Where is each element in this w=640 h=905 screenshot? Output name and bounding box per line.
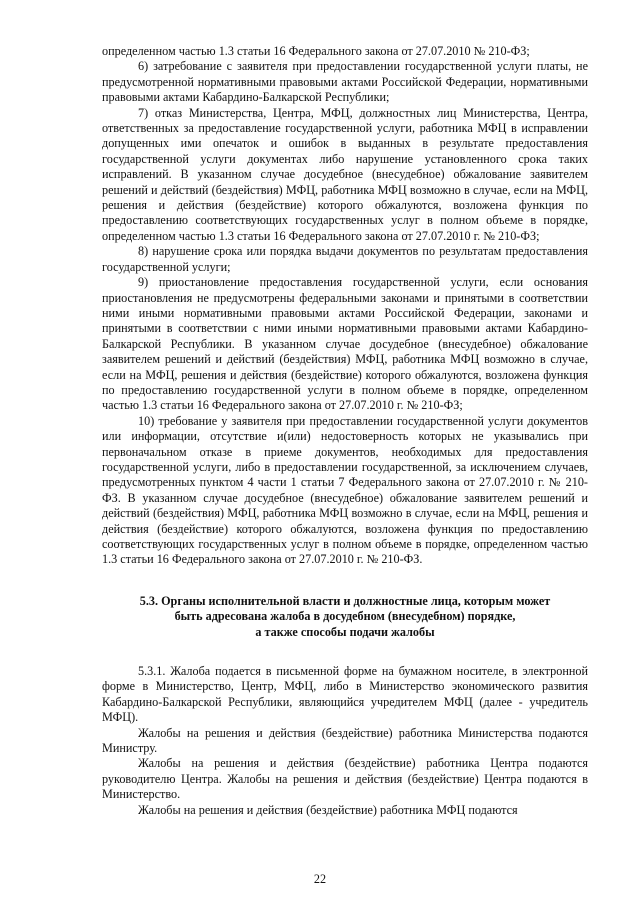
- section-heading-line: 5.3. Органы исполнительной власти и должностные лица, которым может: [139, 593, 551, 608]
- section-heading-line: быть адресована жалоба в досудебном (внесудебном) порядке,: [174, 609, 516, 624]
- document-body: [102, 44, 588, 818]
- paragraph: Жалобы на решения и действия (бездействие) работника Министерства подаются Министру.: [102, 725, 588, 756]
- paragraph: 9) приостановление предоставления государственной услуги, если основания приостановления не предусмотрены федеральными законами и принятыми в соответствии ними иными нормативными правовыми актами Российской Федерации, законами и принятыми в соответствии с ними иными нормативными правовыми актами Кабардино-Балкарской Республики. В указанном случае досудебное (внесудебное) обжалование заявителем решений и действий (бездействия) МФЦ, работника МФЦ возможно в случае, если на МФЦ, решения и действия (бездействие) которого обжалуются, возложена функция по предоставлению государственной услуги в полном объеме в порядке, определенном частью 1.3 статьи 16 Федерального закона от 27.07.2010 г. № 210-ФЗ;: [102, 275, 588, 413]
- paragraph: определенном частью 1.3 статьи 16 Федерального закона от 27.07.2010 № 210-ФЗ;: [102, 44, 530, 58]
- paragraph: Жалобы на решения и действия (бездействие) работника Центра подаются руководителю Центра. Жалобы на решения и действия (бездействие) Центра подаются в Министерство.: [102, 756, 588, 802]
- paragraph: Жалобы на решения и действия (бездействие) работника МФЦ подаются: [138, 802, 518, 817]
- page-number: 22: [313, 872, 327, 886]
- section-heading: [102, 594, 588, 640]
- paragraph: 6) затребование с заявителя при предоставлении государственной услуги платы, не предусмотренной нормативными правовыми актами Российской Федерации, нормативными правовыми актами Кабардино-Балкарской Республики;: [102, 59, 588, 105]
- paragraph: 8) нарушение срока или порядка выдачи документов по результатам предоставления государственной услуги;: [102, 244, 588, 274]
- paragraph: 7) отказ Министерства, Центра, МФЦ, должностных лиц Министерства, Центра, ответственных за предоставление государственной услуги, работника МФЦ в исправлении допущенных ими опечаток и ошибок в выданных в результате предоставления государственной услуги документах либо нарушение установленного срока таких исправлений. В указанном случае досудебное (внесудебное) обжалование заявителем решений и действий (бездействия) МФЦ, работника МФЦ возможно в случае, если на МФЦ, решения и действия (бездействие) которого обжалуются, возложена функция по предоставлению соответствующих государственных услуг в полном объеме в порядке, определенном частью 1.3 статьи 16 Федерального закона от 27.07.2010 г. № 210-ФЗ;: [102, 105, 588, 243]
- paragraph: 10) требование у заявителя при предоставлении государственной услуги документов или информации, отсутствие и(или) недостоверность которых не указывались при первоначальном отказе в приеме документов, необходимых для предоставления государственной услуги, либо в предоставлении государственной, за исключением случаев, предусмотренных пунктом 4 части 1 статьи 7 Федерального закона от 27.07.2010 г. № 210-ФЗ. В указанном случае досудебное (внесудебное) обжалование заявителем решений и действий (бездействия) МФЦ, работника МФЦ возможно в случае, если на МФЦ, решения и действия (бездействие) которого обжалуются, возложена функция по предоставлению соответствующих государственных услуг в полном объеме в порядке, определенном частью 1.3 статьи 16 Федерального закона от 27.07.2010 г. № 210-ФЗ.: [102, 413, 588, 567]
- section-heading-line: а также способы подачи жалобы: [255, 624, 435, 639]
- paragraph: 5.3.1. Жалоба подается в письменной форме на бумажном носителе, в электронной форме в Министерство, Центр, МФЦ, либо в Министерство экономического развития Кабардино-Балкарской Республики, являющийся учредителем МФЦ (далее - учредитель МФЦ).: [102, 664, 588, 725]
